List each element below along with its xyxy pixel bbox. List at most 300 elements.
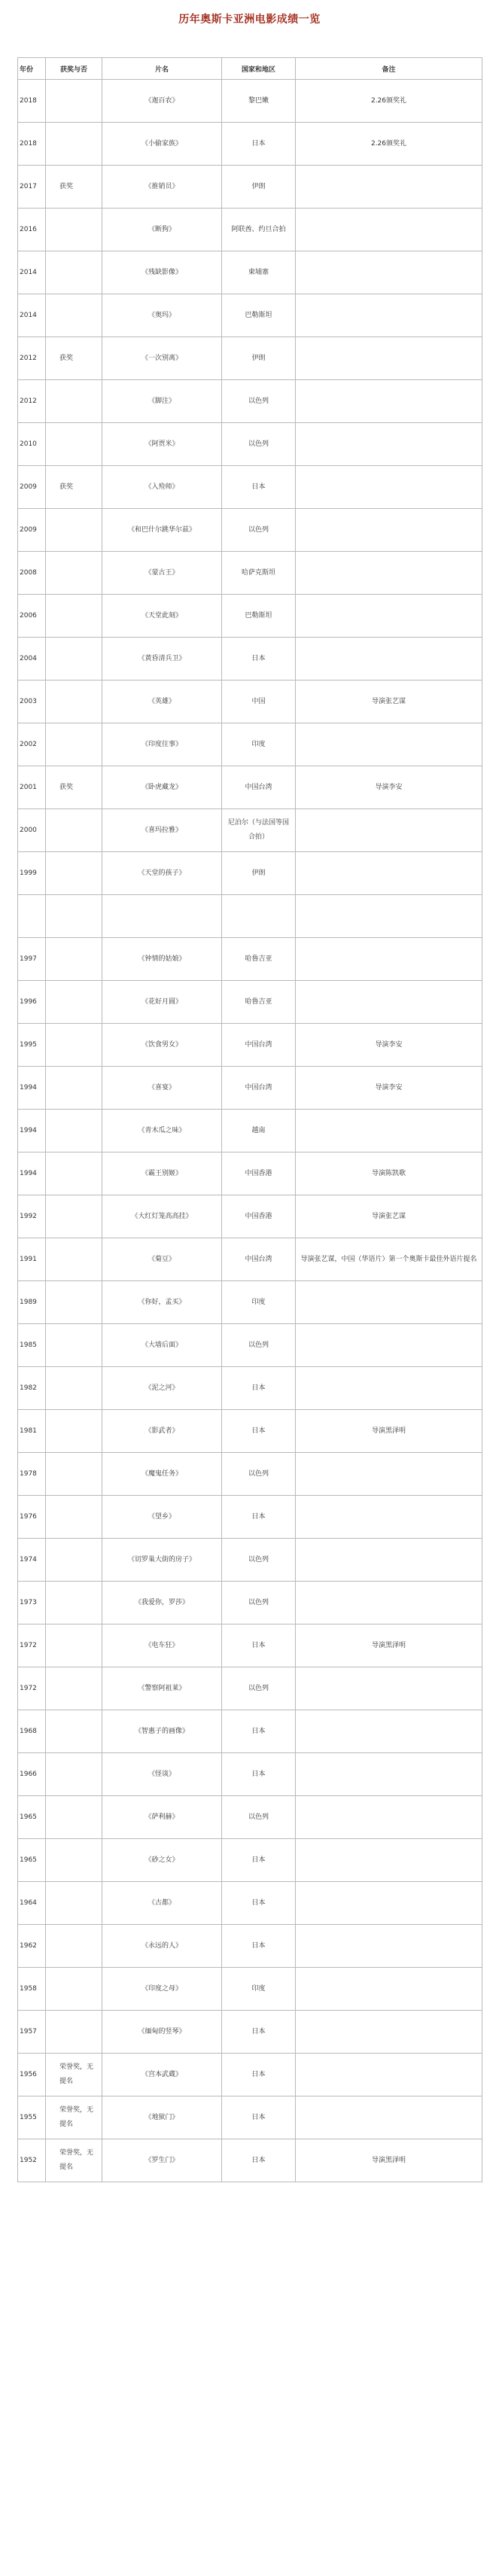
table-row (18, 1624, 482, 1667)
cell-award (46, 1453, 102, 1496)
cell-award (46, 681, 102, 723)
cell-note (296, 638, 482, 681)
cell-year (18, 509, 46, 552)
cell-title-text: 《喜宴》 (148, 1083, 175, 1092)
table-row (18, 1796, 482, 1839)
cell-year (18, 2054, 46, 2096)
cell-title-text: 《罗生门》 (145, 2156, 179, 2164)
cell-year-text: 1965 (20, 1856, 37, 1864)
cell-award (46, 80, 102, 123)
cell-country-text: 中国台湾 (245, 783, 272, 791)
cell-title-text: 《和巴什尔跳华尔兹》 (127, 525, 196, 534)
cell-country (222, 2011, 296, 2054)
cell-note (296, 1539, 482, 1582)
cell-award (46, 1925, 102, 1968)
table-row (18, 337, 482, 380)
cell-country (222, 1153, 296, 1195)
cell-year (18, 1539, 46, 1582)
cell-title-text: 《大红灯笼高高挂》 (131, 1212, 193, 1220)
cell-title (102, 1496, 222, 1539)
cell-award (46, 552, 102, 595)
cell-title (102, 294, 222, 337)
cell-year-text: 1995 (20, 1040, 37, 1049)
cell-note (296, 981, 482, 1024)
cell-note (296, 552, 482, 595)
cell-year (18, 1024, 46, 1067)
cell-country-text: 中国香港 (245, 1169, 272, 1177)
table-row (18, 166, 482, 209)
cell-year-text: 1965 (20, 1813, 37, 1821)
table-row (18, 1410, 482, 1453)
cell-title (102, 509, 222, 552)
cell-year-text: 1972 (20, 1641, 37, 1649)
cell-year (18, 1324, 46, 1367)
cell-note-text: 导演张艺谋，中国（华语片）第一个奥斯卡最佳外语片提名 (300, 1255, 477, 1263)
cell-country (222, 209, 296, 251)
cell-year-text: 1978 (20, 1469, 37, 1478)
cell-country (222, 2054, 296, 2096)
cell-country (222, 1195, 296, 1238)
cell-note (296, 1367, 482, 1410)
cell-title (102, 1024, 222, 1067)
cell-country-text: 日本 (251, 1384, 266, 1392)
table-row (18, 1024, 482, 1067)
cell-note-text: 导演李安 (375, 783, 403, 791)
cell-year (18, 1667, 46, 1710)
cell-country-text: 中国台湾 (245, 1083, 272, 1092)
cell-note (296, 337, 482, 380)
cell-note (296, 895, 482, 938)
cell-award (46, 423, 102, 466)
cell-award (46, 251, 102, 294)
cell-country (222, 1067, 296, 1110)
cell-award (46, 509, 102, 552)
cell-country (222, 423, 296, 466)
cell-note (296, 251, 482, 294)
cell-country-text: 哈萨克斯坦 (241, 568, 275, 577)
cell-award (46, 1839, 102, 1882)
cell-year (18, 2096, 46, 2139)
cell-title (102, 681, 222, 723)
table-row (18, 1667, 482, 1710)
table-row (18, 938, 482, 981)
cell-award (46, 1710, 102, 1753)
cell-country-text: 日本 (251, 1512, 266, 1521)
cell-country (222, 1453, 296, 1496)
cell-country (222, 1024, 296, 1067)
cell-year-text: 1992 (20, 1212, 37, 1220)
cell-country-text: 印度 (251, 1298, 266, 1306)
cell-year-text: 1955 (20, 2113, 37, 2121)
cell-title-text: 《警察阿祖莱》 (138, 1684, 186, 1692)
cell-note-text: 导演张艺谋 (371, 697, 406, 705)
cell-title (102, 1753, 222, 1796)
cell-title-text: 《影武者》 (145, 1427, 179, 1435)
cell-country (222, 1410, 296, 1453)
cell-note (296, 2096, 482, 2139)
cell-award-text: 荣誉奖，无提名 (59, 2063, 94, 2085)
table-row (18, 1496, 482, 1539)
header-note: 备注 (296, 58, 482, 80)
cell-year-text: 1985 (20, 1341, 37, 1349)
cell-award (46, 1624, 102, 1667)
cell-title-text: 《天堂的孩子》 (138, 869, 186, 877)
cell-country-text: 以色列 (248, 525, 269, 534)
cell-country-text: 越南 (251, 1126, 266, 1134)
cell-note (296, 380, 482, 423)
cell-note (296, 294, 482, 337)
cell-award (46, 1110, 102, 1153)
cell-title-text: 《怪谈》 (148, 1770, 175, 1778)
cell-country (222, 895, 296, 938)
cell-country-text: 柬埔寨 (248, 268, 269, 276)
cell-title (102, 123, 222, 166)
cell-year-text: 1981 (20, 1427, 37, 1435)
cell-year (18, 1839, 46, 1882)
cell-note-text: 2.26颁奖礼 (370, 139, 407, 148)
cell-year (18, 1410, 46, 1453)
cell-year (18, 166, 46, 209)
cell-country-text: 日本 (251, 2070, 266, 2078)
cell-year (18, 1110, 46, 1153)
cell-year-text: 2018 (20, 96, 37, 105)
cell-year-text: 1966 (20, 1770, 37, 1778)
cell-country (222, 466, 296, 509)
cell-award (46, 123, 102, 166)
cell-country (222, 595, 296, 638)
cell-note (296, 1110, 482, 1153)
cell-award (46, 1753, 102, 1796)
cell-award (46, 1067, 102, 1110)
cell-year (18, 1195, 46, 1238)
cell-country (222, 166, 296, 209)
cell-country (222, 294, 296, 337)
cell-title (102, 423, 222, 466)
cell-award (46, 1324, 102, 1367)
cell-country-text: 日本 (251, 1941, 266, 1950)
cell-title (102, 1667, 222, 1710)
table-row (18, 1367, 482, 1410)
cell-country (222, 1324, 296, 1367)
table-row (18, 1582, 482, 1624)
cell-note (296, 209, 482, 251)
cell-title (102, 766, 222, 809)
table-row (18, 595, 482, 638)
cell-country-text: 日本 (251, 654, 266, 662)
table-row (18, 895, 482, 938)
cell-title (102, 809, 222, 852)
cell-note (296, 852, 482, 895)
cell-note (296, 1067, 482, 1110)
cell-title (102, 2011, 222, 2054)
cell-award (46, 209, 102, 251)
cell-note-text: 导演黑泽明 (371, 1641, 406, 1649)
cell-year (18, 123, 46, 166)
cell-country-text: 以色列 (248, 440, 269, 448)
cell-title-text: 《宫本武蔵》 (141, 2070, 182, 2078)
table-row (18, 852, 482, 895)
page-title: 历年奥斯卡亚洲电影成绩一览 (178, 14, 321, 26)
cell-country (222, 1925, 296, 1968)
table-header-row (18, 58, 482, 80)
table-row (18, 1710, 482, 1753)
cell-country (222, 638, 296, 681)
cell-country-text: 中国台湾 (245, 1255, 272, 1263)
cell-year (18, 809, 46, 852)
cell-country (222, 380, 296, 423)
cell-title (102, 723, 222, 766)
cell-year-text: 2009 (20, 525, 37, 534)
cell-year-text: 2014 (20, 268, 37, 276)
cell-note (296, 1024, 482, 1067)
cell-country (222, 852, 296, 895)
cell-country-text: 巴勒斯坦 (245, 311, 272, 319)
cell-country-text: 以色列 (248, 397, 269, 405)
cell-year (18, 681, 46, 723)
cell-note (296, 766, 482, 809)
cell-country (222, 1238, 296, 1281)
table-row (18, 1882, 482, 1925)
cell-award (46, 1796, 102, 1839)
cell-title (102, 209, 222, 251)
cell-country (222, 1882, 296, 1925)
cell-year (18, 2139, 46, 2182)
cell-title (102, 638, 222, 681)
cell-country (222, 1496, 296, 1539)
cell-note (296, 466, 482, 509)
cell-country (222, 981, 296, 1024)
cell-award-text: 获奖 (59, 483, 74, 491)
cell-country-text: 伊朗 (251, 182, 266, 190)
cell-year (18, 1281, 46, 1324)
cell-award-text: 获奖 (59, 783, 74, 791)
cell-year-text: 2004 (20, 654, 37, 662)
cell-country-text: 以色列 (248, 1555, 269, 1564)
cell-note-text: 2.26颁奖礼 (370, 96, 407, 105)
table-row (18, 2096, 482, 2139)
cell-title (102, 466, 222, 509)
cell-title-text: 《卧虎藏龙》 (141, 783, 182, 791)
cell-country-text: 日本 (251, 2113, 266, 2121)
cell-title-text: 《印度往事》 (141, 740, 182, 748)
cell-country-text: 中国香港 (245, 1212, 272, 1220)
cell-country-text: 印度 (251, 1984, 266, 1993)
cell-award (46, 809, 102, 852)
cell-note (296, 938, 482, 981)
header-year: 年份 (18, 58, 46, 80)
cell-title (102, 251, 222, 294)
cell-title (102, 1367, 222, 1410)
table-row (18, 1539, 482, 1582)
cell-note (296, 123, 482, 166)
cell-country-text: 哈鲁吉亚 (245, 955, 272, 963)
cell-country (222, 1582, 296, 1624)
cell-title (102, 938, 222, 981)
cell-year-text: 2012 (20, 354, 37, 362)
header-award: 获奖与否 (46, 58, 102, 80)
cell-award (46, 1281, 102, 1324)
cell-title (102, 595, 222, 638)
cell-country-text: 以色列 (248, 1813, 269, 1821)
cell-title-text: 《你好，孟买》 (138, 1298, 186, 1306)
cell-country-text: 日本 (251, 1727, 266, 1735)
table-row (18, 2139, 482, 2182)
cell-note (296, 1624, 482, 1667)
cell-country-text: 日本 (251, 2156, 266, 2164)
table-row (18, 251, 482, 294)
cell-country (222, 337, 296, 380)
cell-award (46, 1667, 102, 1710)
cell-year (18, 380, 46, 423)
cell-year (18, 423, 46, 466)
cell-country (222, 2096, 296, 2139)
table-row (18, 80, 482, 123)
table-row (18, 509, 482, 552)
cell-title-text: 《入殓师》 (145, 483, 179, 491)
cell-year (18, 1882, 46, 1925)
cell-title (102, 1710, 222, 1753)
cell-country-text: 黎巴嫩 (248, 96, 269, 105)
cell-award (46, 1496, 102, 1539)
cell-award-text: 获奖 (59, 182, 74, 190)
cell-award (46, 1539, 102, 1582)
cell-country (222, 1667, 296, 1710)
cell-title-text: 《蒙古王》 (145, 568, 179, 577)
cell-title-text: 《萨利赫》 (145, 1813, 179, 1821)
cell-award (46, 466, 102, 509)
cell-award (46, 638, 102, 681)
cell-title-text: 《钟情的姑娘》 (138, 955, 186, 963)
cell-title-text: 《阿贾米》 (145, 440, 179, 448)
cell-year (18, 981, 46, 1024)
cell-country (222, 723, 296, 766)
cell-award-text: 荣誉奖，无提名 (59, 2106, 94, 2128)
table-row (18, 423, 482, 466)
cell-title (102, 981, 222, 1024)
cell-award (46, 2011, 102, 2054)
cell-country-text: 巴勒斯坦 (245, 611, 272, 620)
cell-year-text: 2016 (20, 225, 37, 233)
cell-award (46, 1582, 102, 1624)
cell-year-text: 2000 (20, 826, 37, 834)
cell-award (46, 595, 102, 638)
cell-note (296, 1667, 482, 1710)
cell-title-text: 《小偷家族》 (141, 139, 182, 148)
cell-country (222, 1539, 296, 1582)
cell-note (296, 1281, 482, 1324)
cell-award (46, 938, 102, 981)
cell-year (18, 1624, 46, 1667)
cell-year-text: 2018 (20, 139, 37, 148)
cell-title-text: 《魔鬼任务》 (141, 1469, 182, 1478)
cell-title-text: 《切罗巢大街的房子》 (127, 1555, 196, 1564)
table-row (18, 380, 482, 423)
table-row (18, 1067, 482, 1110)
cell-title (102, 1238, 222, 1281)
cell-country (222, 1110, 296, 1153)
table-row (18, 209, 482, 251)
cell-country-text: 日本 (251, 483, 266, 491)
cell-country (222, 80, 296, 123)
cell-year (18, 1153, 46, 1195)
cell-award (46, 1968, 102, 2011)
cell-year (18, 1710, 46, 1753)
table-row (18, 1110, 482, 1153)
table-row (18, 1324, 482, 1367)
cell-title (102, 1410, 222, 1453)
table-row (18, 1238, 482, 1281)
cell-year (18, 1796, 46, 1839)
cell-country-text: 中国台湾 (245, 1040, 272, 1049)
cell-award (46, 766, 102, 809)
cell-note-text: 导演黑泽明 (371, 2156, 406, 2164)
cell-country-text: 伊朗 (251, 869, 266, 877)
cell-note (296, 1925, 482, 1968)
cell-country (222, 1753, 296, 1796)
cell-title (102, 2096, 222, 2139)
cell-year-text: 1964 (20, 1899, 37, 1907)
cell-title (102, 1281, 222, 1324)
cell-title-text: 《电车狂》 (145, 1641, 179, 1649)
cell-year (18, 852, 46, 895)
cell-title-text: 《泥之河》 (145, 1384, 179, 1392)
cell-title-text: 《断狗》 (148, 225, 175, 233)
cell-note (296, 681, 482, 723)
cell-country-text: 以色列 (248, 1469, 269, 1478)
cell-award (46, 895, 102, 938)
table-row (18, 681, 482, 723)
cell-country (222, 1624, 296, 1667)
cell-country (222, 1367, 296, 1410)
table-row (18, 1968, 482, 2011)
cell-country-text: 中国 (251, 697, 266, 705)
cell-country (222, 766, 296, 809)
cell-country (222, 938, 296, 981)
cell-title (102, 1153, 222, 1195)
cell-title (102, 1882, 222, 1925)
cell-country (222, 552, 296, 595)
table-row (18, 981, 482, 1024)
cell-title-text: 《我爱你，罗莎》 (134, 1598, 189, 1606)
cell-year-text: 2006 (20, 611, 37, 620)
cell-note (296, 1796, 482, 1839)
cell-award (46, 380, 102, 423)
table-row (18, 638, 482, 681)
cell-title-text: 《喜玛拉雅》 (141, 826, 182, 834)
cell-note (296, 1453, 482, 1496)
cell-year-text: 2001 (20, 783, 37, 791)
cell-year-text: 1994 (20, 1083, 37, 1092)
cell-note (296, 166, 482, 209)
cell-note (296, 2054, 482, 2096)
cell-title-text: 《古都》 (148, 1899, 175, 1907)
cell-title (102, 852, 222, 895)
cell-title-text: 《推销员》 (145, 182, 179, 190)
oscar-asian-films-table (17, 57, 482, 2182)
cell-year-text: 1991 (20, 1255, 37, 1263)
cell-year-text: 1997 (20, 955, 37, 963)
cell-year-text: 2014 (20, 311, 37, 319)
cell-note (296, 1238, 482, 1281)
cell-note (296, 509, 482, 552)
cell-year (18, 723, 46, 766)
cell-title (102, 80, 222, 123)
cell-title (102, 552, 222, 595)
cell-year-text: 1982 (20, 1384, 37, 1392)
cell-year-text: 2008 (20, 568, 37, 577)
cell-year (18, 1582, 46, 1624)
cell-year-text: 2002 (20, 740, 37, 748)
